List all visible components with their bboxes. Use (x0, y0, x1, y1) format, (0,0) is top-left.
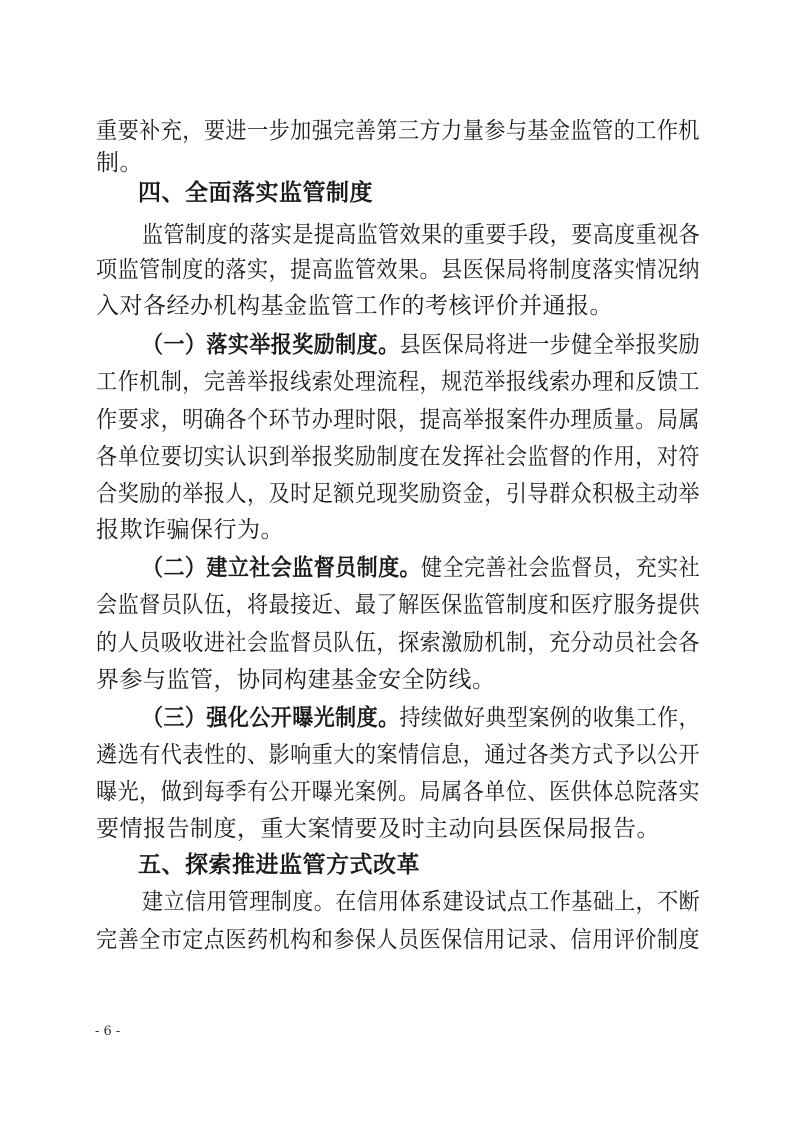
section-heading (0, 850, 793, 880)
subsection-lead: （三）强化公开曝光制度。 (142, 705, 400, 731)
text-line (12, 220, 736, 250)
section-heading (0, 178, 793, 208)
text-line (8, 590, 736, 620)
text-run: 监管制度的落实是提高监管效果的重要手段，要高度重视各 (142, 222, 701, 248)
text-run: 建立信用管理制度。在信用体系建设试点工作基础上，不断 (142, 889, 701, 915)
text-line (12, 703, 736, 733)
subsection-lead: （二）建立社会监督员制度。 (142, 555, 422, 581)
text-line (12, 553, 736, 583)
text-line (8, 740, 736, 770)
text-run: 曝光，做到每季有公开曝光案例。局属各单位、医供体总院落实 (96, 779, 700, 805)
text-line (0, 291, 793, 321)
text-run: 健全完善社会监督员，充实社 (421, 555, 701, 581)
text-run: 持续做好典型案例的收集工作， (399, 705, 701, 731)
text-run: 重要补充，要进一步加强完善第三方力量参与基金监管的工作机 (96, 118, 700, 144)
text-line (8, 442, 736, 472)
text-line (8, 405, 736, 435)
text-line (8, 116, 736, 146)
text-run: 作要求，明确各个环节办理时限，提高举报案件办理质量。局属 (96, 407, 700, 433)
text-line (8, 255, 736, 285)
page-number: - 6 - (95, 1024, 121, 1039)
text-run: 县医保局将进一步健全举报奖励 (399, 332, 701, 358)
text-line (0, 665, 793, 695)
text-run: 完善全市定点医药机构和参保人员医保信用记录、信用评价制度 (96, 927, 700, 953)
text-line (0, 148, 793, 178)
text-run: 的人员吸收进社会监督员队伍，探索激励机制，充分动员社会各 (96, 630, 700, 656)
text-line (8, 479, 736, 509)
text-line (8, 777, 736, 807)
text-line (0, 515, 793, 545)
text-line (12, 887, 736, 917)
subsection-lead: （一）落实举报奖励制度。 (142, 332, 400, 358)
text-run: 会监督员队伍，将最接近、最了解医保监管制度和医疗服务提供 (96, 592, 700, 618)
text-run: 报欺诈骗保行为。 (96, 517, 284, 543)
heading-text: 五、探索推进监管方式改革 (138, 852, 420, 878)
text-line (0, 814, 793, 844)
text-run: 要情报告制度，重大案情要及时主动向县医保局报告。 (96, 816, 660, 842)
text-run: 各单位要切实认识到举报奖励制度在发挥社会监督的作用，对符 (96, 444, 700, 470)
text-run: 遴选有代表性的、影响重大的案情信息，通过各类方式予以公开 (96, 742, 700, 768)
text-run: 合奖励的举报人，及时足额兑现奖励资金，引导群众积极主动举 (96, 481, 700, 507)
text-run: 工作机制，完善举报线索处理流程，规范举报线索办理和反馈工 (96, 369, 700, 395)
text-run: 项监管制度的落实，提高监管效果。县医保局将制度落实情况纳 (96, 257, 700, 283)
text-run: 入对各经办机构基金监管工作的考核评价并通报。 (96, 293, 613, 319)
text-run: 制。 (96, 150, 143, 176)
text-line (8, 628, 736, 658)
text-run: 界参与监管，协同构建基金安全防线。 (96, 667, 496, 693)
text-line (8, 367, 736, 397)
text-line (8, 925, 736, 955)
text-line (12, 330, 736, 360)
heading-text: 四、全面落实监管制度 (138, 180, 373, 206)
